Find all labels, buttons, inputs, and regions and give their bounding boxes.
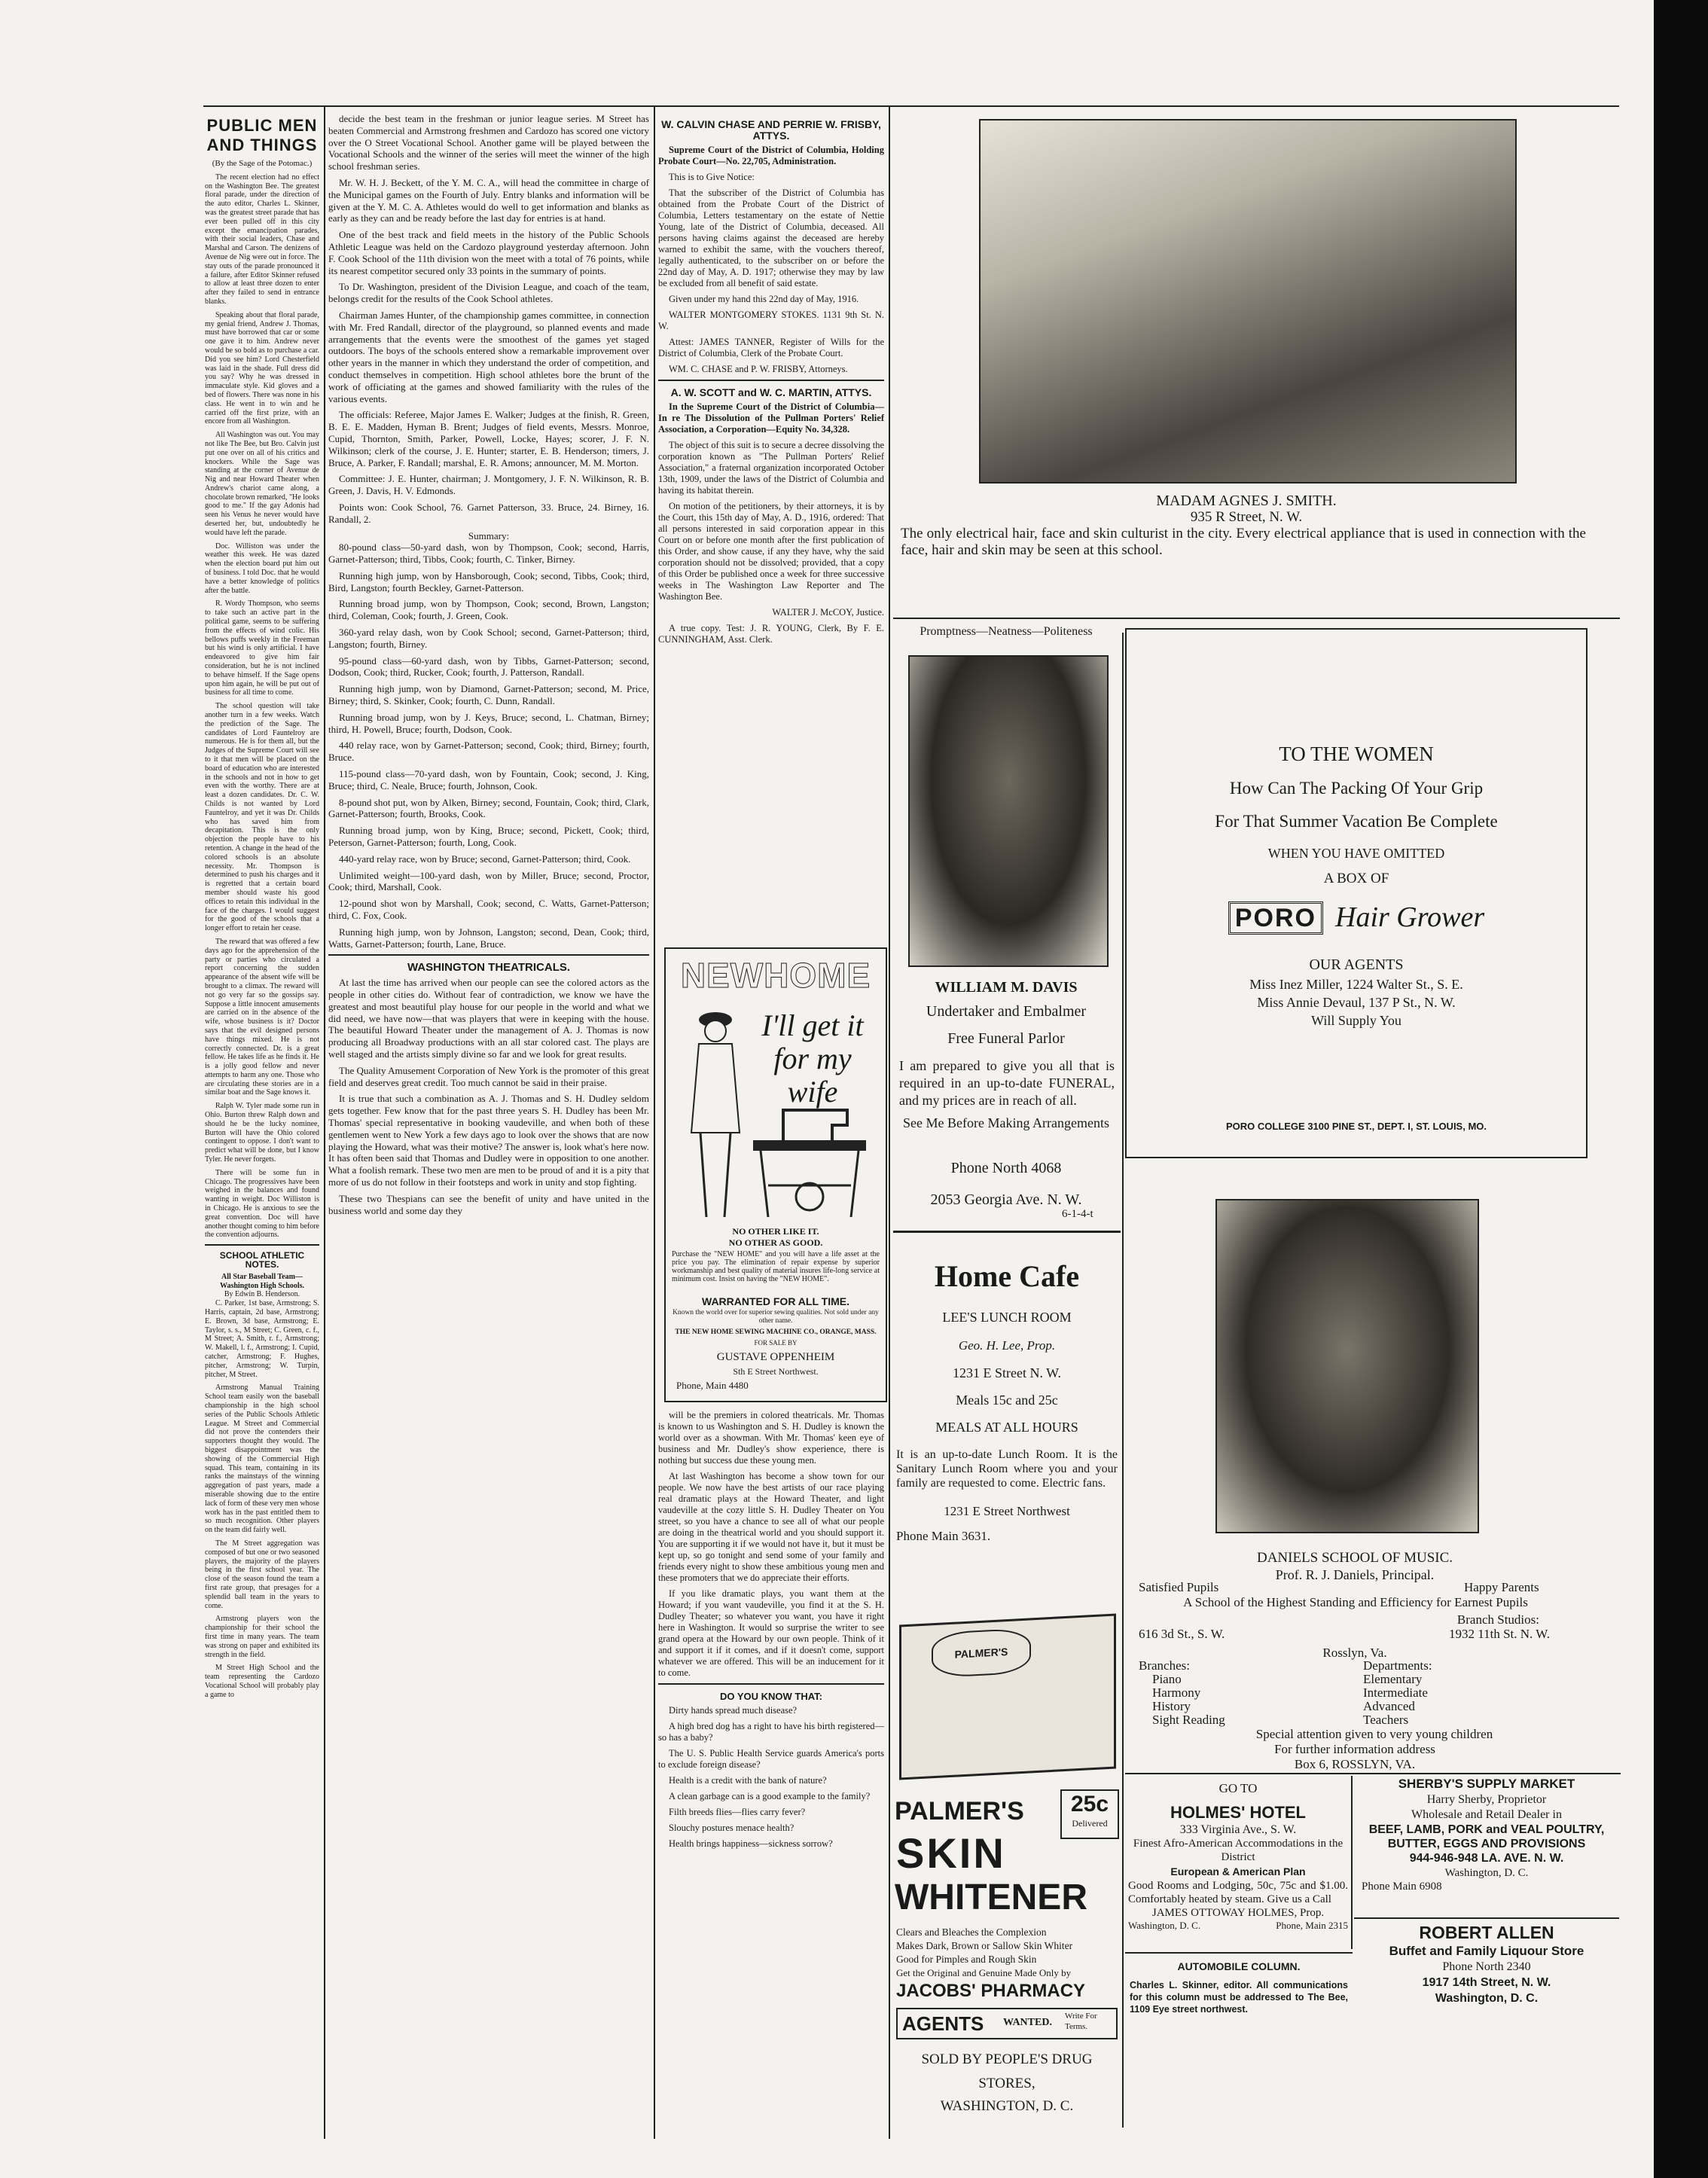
paragraph: will be the premiers in colored theatricals. Mr. Thomas is known to us Washington and S. H. Dudley is known the world over as a showman. With Mr. Thomas' keen eye of business and Mr. Dudley's show experience, there is nothing but success due these young men. xyxy=(658,1410,884,1466)
holmes-address: 333 Virginia Ave., S. W. xyxy=(1179,1823,1297,1836)
davis-see: See Me Before Making Arrangements xyxy=(903,1115,1109,1130)
holmes-phone: Phone, Main 2315 xyxy=(1276,1920,1348,1931)
paragraph: R. Wordy Thompson, who seems to take such an active part in the political game, seems to be suffering from the effects of wind colic. His bellows puffs weekly in the Freeman but his wind is only artificial. I have endeavored to give him fair consideration, but he is not inclined to behave himself. If the Sage opens upon him again, he will be put out of business for all time to come. xyxy=(205,599,319,697)
paragraph: Running broad jump, won by King, Bruce; second, Pickett, Cook; third, Peterson, Garnet-Patterson; fourth, Long, Cook. xyxy=(328,825,649,849)
allen-ad xyxy=(1354,1922,1619,2027)
paragraph: On motion of the petitioners, by their attorneys, it is by the Court, this 15th day of May, A. D., 1916, ordered: That all persons interested in said corporation appear in this Court on or before one month after the first publication of this Order, and show cause, if any they have, why the said corporation should not be dissolved; provided, that a copy of this Order be published once a week for three successive weeks in The Washington Law Reporter and The Washington Bee. xyxy=(658,501,884,602)
paragraph: Dirty hands spread much disease? xyxy=(669,1705,798,1716)
paragraph: WM. C. CHASE and P. W. FRISBY, Attorneys. xyxy=(669,364,848,374)
ad-dealer-phone: Phone, Main 4480 xyxy=(676,1380,749,1391)
sherby-city: Washington, D. C. xyxy=(1444,1867,1529,1879)
column-2 xyxy=(328,113,649,2131)
davis-code: 6-1-4-t xyxy=(1062,1208,1093,1220)
davis-body: I am prepared to give you all that is required in an up-to-date FUNERAL, and my prices are in reach of all. xyxy=(899,1058,1115,1108)
paragraph: Points won: Cook School, 76. Garnet Patterson, 33. Bruce, 24. Birney, 16. Randall, 2. xyxy=(328,501,649,525)
paragraph: Running high jump, won by Hansborough, Cook; second, Tibbs, Cook; third, Bird, Langston; fourth Beckley, Garnet-Patterson. xyxy=(328,569,649,593)
section-subheading: All Star Baseball Team—Washington High Schools. xyxy=(220,1272,304,1290)
daniels-left-tag: Satisfied Pupils xyxy=(1139,1580,1219,1594)
notice-heading: W. CALVIN CHASE AND PERRIE W. FRISBY, ATTYS. xyxy=(661,118,881,142)
column-rule xyxy=(324,105,325,2139)
divider xyxy=(893,1231,1121,1233)
paragraph: It is true that such a combination as A. J. Thomas and S. H. Dudley seldom gets together. Few know that for the past three years S. H. Dudley has been Mr. Thomas' special representative in booking vaudeville, and when both of these gentlemen went to New York a few days ago to look over the shows that are now playing the Howard, what was their motive? The answer is, look what's here now. It has often been said that Thomas and Dudley were in opposition to one another. What a foolish remark. These two men are men to be proud of and it is a pity that more of us do not follow in their footsteps and work in unity and stop fighting. xyxy=(328,1093,649,1188)
top-rule xyxy=(203,105,1619,107)
palmer-write: Write For Terms. xyxy=(1065,2012,1097,2031)
paragraph: The recent election had no effect on the Washington Bee. The greatest floral parade, under the direction of the auto editor, Charles L. Skinner, was the greatest street parade that has ever been pulled off in this city except the emancipation parades, with their social leaders, Chase and Marshal and Carson. The denizens of Avenue de Nig were out in force. The stay outs of the parade pronounced it a failure, after Editor Skinner refused to allow at least three dozen to enter after they failed to send in entrance blanks. xyxy=(205,172,319,306)
paragraph: decide the best team in the freshman or junior league series. M Street has beaten Commercial and Armstrong freshmen and Cardozo has scored one victory over the O Street Vocational School. Another game will be played between the Vocational Schools and the winner of the series will meet the winner of the high school freshman series. xyxy=(328,113,649,172)
paragraph: Health brings happiness—sickness sorrow? xyxy=(669,1838,833,1849)
holmes-line: Finest Afro-American Accommodations in the District xyxy=(1133,1838,1344,1863)
paragraph: If you like dramatic plays, you want them at the Howard; if you want vaudeville, you find it at the S. H. Dudley Theater; so whatever you want, you have it right here in Washington. It would so surprise the writer to see grand opera at the Howard by our own people. Think of it and support it if it comes, and if it doesn't come, support whatever we are offered. This will be an inducement for it to come. xyxy=(658,1588,884,1678)
divider xyxy=(658,380,884,381)
paragraph: Running broad jump, won by J. Keys, Bruce; second, L. Chatman, Birney; third, H. Powell, Bruce; fourth, Dodson, Cook. xyxy=(328,711,649,735)
ad-tagline: NO OTHER LIKE IT. xyxy=(732,1226,819,1237)
allen-desc: Buffet and Family Liquour Store xyxy=(1389,1944,1584,1958)
poro-agent: Miss Inez Miller, 1224 Walter St., S. E. xyxy=(1249,977,1463,992)
poro-line: For That Summer Vacation Be Complete xyxy=(1215,812,1498,831)
palmer-ad xyxy=(893,1604,1121,2131)
palmer-delivered: Delivered xyxy=(1072,1818,1108,1829)
paragraph: Ralph W. Tyler made some run in Ohio. Burton threw Ralph down and should he be the lucky nominee, Burton will have the Ohio colored contingent to oppose. I don't want to predict what will be done, but I know Tyler. He never forgets. xyxy=(205,1102,319,1164)
holmes-body: Good Rooms and Lodging, 50c, 75c and $1.00. Comfortably heated by steam. Give us a Call xyxy=(1128,1880,1348,1905)
paragraph: These two Thespians can see the benefit of unity and have united in the business world and some day they xyxy=(328,1192,649,1216)
holmes-ad xyxy=(1125,1776,1353,1949)
sherby-phone: Phone Main 6908 xyxy=(1362,1881,1442,1893)
poro-line: A BOX OF xyxy=(1323,871,1389,886)
daniels-dept: Advanced xyxy=(1363,1699,1415,1713)
daniels-box: Box 6, ROSSLYN, VA. xyxy=(1294,1757,1416,1771)
holmes-goto: GO TO xyxy=(1218,1781,1258,1795)
auto-column xyxy=(1130,1958,1348,2033)
divider xyxy=(205,1244,319,1246)
allen-city: Washington, D. C. xyxy=(1435,1992,1539,2005)
cafe-meals: Meals 15c and 25c xyxy=(956,1393,1058,1408)
cafe-phone: Phone Main 3631. xyxy=(896,1529,991,1543)
davis-tagline: Promptness—Neatness—Politeness xyxy=(920,625,1093,638)
daniels-branches-head: Branches: xyxy=(1139,1658,1190,1673)
cafe-prop: Geo. H. Lee, Prop. xyxy=(958,1338,1056,1353)
palmer-price: 25c xyxy=(1070,1792,1109,1817)
cafe-address: 1231 E Street N. W. xyxy=(953,1365,1061,1380)
column-rule xyxy=(889,105,890,2139)
holmes-prop: JAMES OTTOWAY HOLMES, Prop. xyxy=(1151,1907,1325,1919)
divider xyxy=(1125,1952,1353,1954)
ad-dealer-address: Sth E Street Northwest. xyxy=(733,1366,819,1377)
daniels-portrait xyxy=(1215,1199,1479,1533)
davis-parlor: Free Funeral Parlor xyxy=(947,1030,1065,1047)
home-cafe-ad xyxy=(893,1235,1121,1612)
notice-heading: A. W. SCOTT and W. C. MARTIN, ATTYS. xyxy=(670,386,872,398)
column-rule xyxy=(654,105,655,2139)
divider xyxy=(658,1683,884,1685)
cafe-sub: LEE'S LUNCH ROOM xyxy=(942,1310,1072,1325)
daniels-studios: Branch Studios: xyxy=(1456,1612,1539,1627)
palmer-box-label: PALMER'S xyxy=(932,1627,1031,1678)
daniels-branch: History xyxy=(1152,1699,1191,1713)
daniels-dept: Elementary xyxy=(1363,1672,1423,1686)
poro-brand-logo: PORO xyxy=(1228,901,1323,935)
poro-agent: Miss Annie Devaul, 137 P St., N. W. xyxy=(1257,995,1456,1010)
ad-warranty: WARRANTED FOR ALL TIME. xyxy=(702,1295,849,1307)
daniels-info: For further information address xyxy=(1274,1742,1435,1756)
paragraph: This is to Give Notice: xyxy=(669,172,755,182)
ad-body: Purchase the "NEW HOME" and you will have a life asset at the price you pay. The elimination of repair expense by superior workmanship and best quality of material insures life-long service at minimum cost. Insist on having the "NEW HOME". xyxy=(672,1250,880,1283)
poro-agents-head: OUR AGENTS xyxy=(1309,956,1404,973)
photo-caption-address: 935 R Street, N. W. xyxy=(1190,509,1303,525)
poro-ad xyxy=(1125,628,1588,1158)
daniels-address-1: 616 3d St., S. W. xyxy=(1139,1627,1225,1641)
davis-portrait xyxy=(908,655,1109,967)
paragraph: 440-yard relay race, won by Bruce; second, Garnet-Patterson; third, Cook. xyxy=(339,853,631,865)
paragraph: Attest: JAMES TANNER, Register of Wills for the District of Columbia, Clerk of the Probate Court. xyxy=(658,337,884,358)
palmer-maker: JACOBS' PHARMACY xyxy=(896,1981,1086,2001)
paragraph: At last the time has arrived when our people can see the colored actors as the people in other cities do. Without fear of contradiction, we know we have the greatest and most beautiful play house for our people in the world and what we did need, we have now—that was players that were in keeping with the house. The beautiful Howard Theater under the management of A. J. Thomas is now producing all Broadway productions with an all star colored cast. The plays are well staged and the artists simply divine so far and we look for great results. xyxy=(328,977,649,1060)
poro-supply: Will Supply You xyxy=(1311,1013,1401,1028)
holmes-city: Washington, D. C. xyxy=(1128,1920,1201,1931)
column-3 xyxy=(658,113,884,926)
daniels-depts-head: Departments: xyxy=(1363,1658,1432,1673)
paragraph: 8-pound shot put, won by Alken, Birney; second, Fountain, Cook; third, Clark, Garnet-Patterson; fourth, Brooks, Cook. xyxy=(328,796,649,820)
divider xyxy=(328,954,649,956)
paragraph: One of the best track and field meets in the history of the Public Schools Athletic League was held on the Cardozo playground yesterday afternoon. John F. Cook School of the 11th division won the meet with a total of 76 points, while its nearest competitor secured only 33 points in the summary of points. xyxy=(328,229,649,276)
sherby-prop: Harry Sherby, Proprietor xyxy=(1426,1793,1547,1806)
paragraph: Armstrong players won the championship for their school the first time in many years. The team was strong on paper and exhibited its strength in the field. xyxy=(205,1615,319,1659)
section-byline: By Edwin B. Henderson. xyxy=(224,1290,300,1299)
palmer-agents-box xyxy=(896,2008,1118,2039)
palmer-box-illustration xyxy=(899,1613,1116,1780)
paragraph: Doc. Williston was under the weather this week. He was dazed when the election board put him out of business. I told Doc. that he would have a better knowledge of politics after the battle. xyxy=(205,541,319,595)
ad-known: Known the world over for superior sewing qualities. Not sold under any other name. xyxy=(673,1309,879,1325)
davis-name: WILLIAM M. DAVIS xyxy=(935,979,1078,996)
daniels-branch: Sight Reading xyxy=(1152,1713,1225,1727)
paragraph: 115-pound class—70-yard dash, won by Fountain, Cook; second, J. King, Bruce; third, C. Neale, Bruce; fourth, Johnson, Cook. xyxy=(328,768,649,792)
holmes-footer xyxy=(1125,1920,1351,1932)
ad-maker: THE NEW HOME SEWING MACHINE CO., ORANGE, MASS. xyxy=(675,1328,877,1336)
paragraph: Health is a credit with the bank of nature? xyxy=(669,1775,827,1786)
salon-photograph xyxy=(979,119,1517,483)
paragraph: Given under my hand this 22nd day of May, 1916. xyxy=(669,294,859,304)
scan-border xyxy=(1654,0,1708,2178)
sherby-name: SHERBY'S SUPPLY MARKET xyxy=(1398,1777,1575,1791)
poro-line: WHEN YOU HAVE OMITTED xyxy=(1267,846,1445,861)
paragraph: Armstrong Manual Training School team easily won the baseball championship in the high school series of the Public Schools Athletic League. M Street and Commercial did not prove the contenders their supporters thought they would. The biggest disappointment was the showing of the Commercial High squad. This team, containing in its ranks the mainstays of the winning aggregation of past years, made a miserable showing due to the entire lack of form of these very men whose work has in the past entitled them to so much recognition. Other players on the team did fairly well. xyxy=(205,1383,319,1535)
davis-role: Undertaker and Embalmer xyxy=(926,1003,1087,1020)
divider xyxy=(893,618,1620,619)
paragraph: Running high jump, won by Johnson, Langston; second, Dean, Cook; third, Watts, Garnet-Patterson; fourth, Lane, Bruce. xyxy=(328,926,649,950)
palmer-price-box xyxy=(1060,1789,1119,1839)
palmer-l1: SKIN xyxy=(896,1829,1006,1877)
paragraph: The officials: Referee, Major James E. Walker; Judges at the finish, R. Green, B. E. E. Madden, Hyman B. Brent; Judges of field events, Messrs. Monroe, Cupid, Thornton, Smith, Parker, Powell, Locke, Hayes; scorer, J. F. N. Wilkinson; clerk of the course, J. E. Hunter; starter, E. B. Henderson; timers, J. Bruce, A. Parker, F. Randall; marshal, E. R. Amons; announcer, M. M. Morton. xyxy=(328,409,649,468)
palmer-agents: AGENTS xyxy=(902,2012,984,2035)
palmer-sold: STORES, xyxy=(978,2076,1035,2091)
paragraph: C. Parker, 1st base, Armstrong; S. Harris, captain, 2d base, Armstrong; E. Brown, 3d base, Armstrong; E. Taylor, s. s., M Street; C. Green, c. f., M Street; A. Smith, r. f., Armstrong; W. Makell, l. f., Armstrong; I. Cupid, catcher, Armstrong; F. Hughes, pitcher, Armstrong; W. Turpin, pitcher, M Street. xyxy=(205,1299,319,1379)
paragraph: 440 relay race, won by Garnet-Patterson; second, Cook; third, Birney; fourth, Bruce. xyxy=(328,740,649,764)
paragraph: Filth breeds flies—flies carry fever? xyxy=(669,1807,806,1817)
paragraph: 360-yard relay dash, won by Cook School; second, Garnet-Patterson; third, Langston; fourth, Birney. xyxy=(328,627,649,650)
paragraph: That the subscriber of the District of Columbia has obtained from the Probate Court of the District of Columbia, Letters testamentary on the estate of Nettie Young, late of the District of Columbia, deceased. All persons having claims against the deceased are hereby warned to exhibit the same, with the vouchers thereof, legally authenticated, to the subscriber on or before the 22nd day of May, A. D. 1917; otherwise they may by law be excluded from all benefit of said estate. xyxy=(658,188,884,288)
davis-phone: Phone North 4068 xyxy=(950,1160,1062,1176)
photo-caption-text: The only electrical hair, face and skin culturist in the city. Every electrical appliance that is used in connection with the face, hair and skin may be seen at this school. xyxy=(901,526,1586,558)
sherby-dealer: Wholesale and Retail Dealer in xyxy=(1411,1808,1562,1821)
paragraph: The Quality Amusement Corporation of New York is the promoter of this great field and deserves great credit. Too much cannot be said in their praise. xyxy=(328,1064,649,1088)
paragraph: Slouchy postures menace health? xyxy=(669,1823,795,1833)
allen-address: 1917 14th Street, N. W. xyxy=(1422,1976,1551,1989)
paragraph: Committee: J. E. Hunter, chairman; J. Montgomery, J. F. N. Wilkinson, R. B. Green, J. Davis, H. V. Edmonds. xyxy=(328,473,649,497)
paragraph: The M Street aggregation was composed of but one or two seasoned players, the majority of the players being in the first school year. The close of the season found the team a first rate group, that presages for a splendid ball team in the years to come. xyxy=(205,1539,319,1610)
auto-head: AUTOMOBILE COLUMN. xyxy=(1177,1960,1301,1972)
palmer-desc: Clears and Bleaches the Complexion xyxy=(896,1926,1047,1938)
poro-product: Hair Grower xyxy=(1335,901,1485,933)
paragraph: To Dr. Washington, president of the Division League, and coach of the team, belongs credit for the results of the Cook School athletes. xyxy=(328,281,649,305)
daniels-line: A School of the Highest Standing and Efficiency for Earnest Pupils xyxy=(1183,1595,1528,1609)
paragraph: A true copy. Test: J. R. YOUNG, Clerk, By F. E. CUNNINGHAM, Asst. Clerk. xyxy=(658,623,884,645)
paragraph: WALTER MONTGOMERY STOKES. 1131 9th St. N. W. xyxy=(658,310,884,331)
ad-title: NEWHOME xyxy=(680,956,871,995)
paragraph: At last Washington has become a show town for our people. We now have the best artists of our race playing real dramatic plays at the Howard Theater, and light vaudeville at the cozy little S. H. Dudley Theater on You street, so you have a chance to see all of what our people are doing in the theatrical world and you should support it. You are supporting it if we would not have it, but it must be kept up, so go tonight and send some of your family and friends every night to show these ambitious young men and these promoters that we do appreciate their efforts. xyxy=(658,1471,884,1583)
holmes-plan: European & American Plan xyxy=(1170,1865,1306,1878)
cafe-hours: MEALS AT ALL HOURS xyxy=(935,1420,1078,1435)
paragraph: WALTER J. McCOY, Justice. xyxy=(772,607,884,618)
paragraph: 12-pound shot won by Marshall, Cook; second, C. Watts, Garnet-Patterson; third, C. Fox, Cook. xyxy=(328,898,649,922)
paragraph: 80-pound class—50-yard dash, won by Thompson, Cook; second, Harris, Garnet-Patterson; third, Tibbs, Cook; fourth, C. Tinker, Birney. xyxy=(328,541,649,566)
paragraph: All Washington was out. You may not like The Bee, but Bro. Calvin just put one over on all of his critics and knockers. While the Sage was standing at the corner of Avenue de Nig and near Howard Theater when Andrew's chariot came along, a chocolate brown remarked, "He looks good to me." If the gay Adonis had seen his Venus he never would have deserted her, but, undoubtedly he would have left the parade. xyxy=(205,431,319,537)
paragraph: In the Supreme Court of the District of Columbia—In re The Dissolution of the Pullman Porters' Relief Association, a Corporation—Equity No. 34,328. xyxy=(658,401,884,435)
daniels-rosslyn: Rosslyn, Va. xyxy=(1322,1646,1387,1660)
holmes-name: HOLMES' HOTEL xyxy=(1170,1803,1306,1822)
paragraph: The object of this suit is to secure a decree dissolving the corporation known as "The Pullman Porters' Relief Association," a fraternal organization incorporated October 13th, 1909, under the laws of the District of Columbia and having its habitat therein. xyxy=(658,440,884,496)
daniels-right-tag: Happy Parents xyxy=(1464,1580,1539,1594)
ad-dealer: GUSTAVE OPPENHEIM xyxy=(716,1351,835,1363)
section-heading: DO YOU KNOW THAT: xyxy=(719,1691,822,1702)
daniels-branch: Piano xyxy=(1152,1672,1182,1686)
allen-name: ROBERT ALLEN xyxy=(1419,1923,1554,1942)
poro-line: TO THE WOMEN xyxy=(1279,743,1434,765)
daniels-name: DANIELS SCHOOL OF MUSIC. xyxy=(1256,1550,1453,1566)
cafe-title: Home Cafe xyxy=(934,1259,1080,1293)
paragraph: A clean garbage can is a good example to the family? xyxy=(669,1791,871,1801)
paragraph: A high bred dog has a right to have his birth registered—so has a baby? xyxy=(658,1721,884,1743)
paragraph: Unlimited weight—100-yard dash, won by Miller, Bruce; second, Proctor, Cook; third, Marshall, Cook. xyxy=(328,869,649,893)
byline: (By the Sage of the Potomac.) xyxy=(212,159,313,168)
summary-label: Summary: xyxy=(468,529,510,541)
palmer-wanted: WANTED. xyxy=(1003,2017,1052,2028)
daniels-dept: Teachers xyxy=(1363,1713,1409,1727)
cafe-body: It is an up-to-date Lunch Room. It is the Sanitary Lunch Room where you and your family are requested to come. Electric fans. xyxy=(896,1448,1118,1490)
daniels-principal: Prof. R. J. Daniels, Principal. xyxy=(1275,1567,1435,1582)
davis-address: 2053 Georgia Ave. N. W. xyxy=(930,1191,1082,1208)
paragraph: Supreme Court of the District of Columbia, Holding Probate Court—No. 22,705, Administration. xyxy=(658,145,884,166)
palmer-desc: Get the Original and Genuine Made Only by xyxy=(896,1967,1072,1978)
divider xyxy=(1354,1917,1619,1919)
column-rule xyxy=(1122,633,1124,2128)
paragraph: The school question will take another turn in a few weeks. Watch the prediction of the Sage. The candidates of Lord Fauntelroy are numerous. He is for them all, but the Judges of the Supreme Court will see to it that men will be placed on the board of education who are interested in the schools and not in how to get even with the worthy. There are at least a dozen candidates. Dr. C. W. Childs is not wanted by Lord Fauntelroy, and yet it was Dr. Childs who has saved him from decapitation. This is the only objection the people have to his retention. A change in the head of the colored schools is an absolute necessity. Mr. Thompson is determined to push his charges and it is regretted that a certain board member should waste his good offices to retain this individual in the face of the charges. I would suggest for the good of the schools that a longer effort to retain her cease. xyxy=(205,702,319,933)
sherby-address: 944-946-948 LA. AVE. N. W. xyxy=(1409,1852,1564,1865)
palmer-sold: SOLD BY PEOPLE'S DRUG xyxy=(921,2051,1093,2067)
daniels-special: Special attention given to very young children xyxy=(1255,1727,1493,1741)
palmer-brand: PALMER'S xyxy=(895,1797,1024,1826)
new-home-ad xyxy=(664,947,887,1402)
column-3-lower xyxy=(658,1410,884,2133)
sherby-ad xyxy=(1354,1776,1619,1911)
paragraph: Chairman James Hunter, of the championship games committee, in connection with Mr. Fred Randall, director of the playground, so planned events and made arrangements that the events were the smoothest of the games yet staged outdoors. The boys of the schools entered show a remarkable improvement over other years in the manner in which they understand the order of competition, and conduct themselves in competition. High school athletes bore the brunt of the work of officiating at the games and showed familiarity with the rules of the various events. xyxy=(328,309,649,404)
palmer-sold: WASHINGTON, D. C. xyxy=(940,2098,1074,2114)
column-1-text xyxy=(205,158,319,2139)
sherby-goods: BEEF, LAMB, PORK and VEAL POULTRY, BUTTER, EGGS AND PROVISIONS xyxy=(1368,1823,1605,1850)
ad-slogan: I'll get it for my wife xyxy=(761,1008,864,1109)
daniels-branch: Harmony xyxy=(1152,1685,1201,1700)
cafe-address-2: 1231 E Street Northwest xyxy=(944,1504,1070,1518)
photo-caption-name: MADAM AGNES J. SMITH. xyxy=(1156,493,1337,509)
paragraph: The U. S. Public Health Service guards America's ports to exclude foreign disease? xyxy=(658,1748,884,1770)
paragraph: Running broad jump, won by Thompson, Cook; second, Brown, Langston; third, Coleman, Cook; fourth, J. Green, Cook. xyxy=(328,598,649,622)
section-heading: SCHOOL ATHLETIC NOTES. xyxy=(219,1250,305,1270)
ad-tagline: NO OTHER AS GOOD. xyxy=(728,1237,823,1248)
poro-footer: PORO COLLEGE 3100 PINE ST., DEPT. I, ST. LOUIS, MO. xyxy=(1225,1121,1487,1132)
poro-brand-row xyxy=(1127,901,1586,934)
palmer-desc: Makes Dark, Brown or Sallow Skin Whiter xyxy=(896,1940,1073,1951)
headline: PUBLIC MEN AND THINGS xyxy=(206,116,318,154)
paragraph: Mr. W. H. J. Beckett, of the Y. M. C. A., will head the committee in charge of the Municipal games on the Fourth of July. Entry blanks and information will be given at the Y. M. C. A. Athletes would do well to get information and blanks as early as they can and be ready before the last day for entries is at hand. xyxy=(328,176,649,224)
paragraph: Running high jump, won by Diamond, Garnet-Patterson; second, M. Price, Birney; third, S. Skinker, Cook; fourth, C. Dunn, Randall. xyxy=(328,683,649,707)
paragraph: There will be some fun in Chicago. The progressives have been weighed in the balances and found wanting in weight. Doc Williston is in Chicago. He is anxious to see the great convention. Doc will have another thought coming to him before the convention adjourns. xyxy=(205,1168,319,1240)
paragraph: Speaking about that floral parade, my genial friend, Andrew J. Thomas, must have borrowed that car or some one gave it to him. Andrew never would be so bold as to purchase a car. Did you see him? Lord Chesterfield was laid in the shade. Full dress did you say? Why he was dressed in immaculate style. Kid gloves and a bed of flowers. There was none in his class. He went in to win and he carried off the first prize, with an encore from all Washington. xyxy=(205,310,319,426)
paragraph: 95-pound class—60-yard dash, won by Tibbs, Garnet-Patterson; second, Dodson, Cook; third, Rucker, Cook; fourth, J. Patterson, Randall. xyxy=(328,654,649,679)
daniels-address-2: 1932 11th St. N. W. xyxy=(1449,1627,1550,1641)
paragraph: The reward that was offered a few days ago for the apprehension of the party or parties who circulated a report concerning the sudden appearance of the absent wife will be brought to a climax. The reward will not go very far so the gossips say. Suppose a little innocent amusements are carried on in the absence of the wife, whose business is it? Doctor says that the evil designed persons have things mixed. He is not correctly connected. Dr. is a great fellow. He takes life as he finds it. He is a jolly good fellow and never attempts to harm any one. Those who are circulating these stories are in a similar boat and the Sage knows it. xyxy=(205,937,319,1097)
allen-phone: Phone North 2340 xyxy=(1442,1960,1531,1973)
auto-body: Charles L. Skinner, editor. All communications for this column must be addressed to The Bee, 1109 Eye street northwest. xyxy=(1130,1980,1348,2015)
divider xyxy=(1125,1773,1621,1774)
ad-forsale: FOR SALE BY xyxy=(754,1339,798,1347)
paragraph: M Street High School and the team representing the Cardozo Vocational School will probably play a game to xyxy=(205,1664,319,1699)
palmer-l2: WHITENER xyxy=(895,1878,1087,1917)
poro-line: How Can The Packing Of Your Grip xyxy=(1229,779,1484,798)
daniels-dept: Intermediate xyxy=(1363,1685,1428,1700)
section-heading: WASHINGTON THEATRICALS. xyxy=(407,961,571,975)
palmer-desc: Good for Pimples and Rough Skin xyxy=(896,1954,1037,1965)
